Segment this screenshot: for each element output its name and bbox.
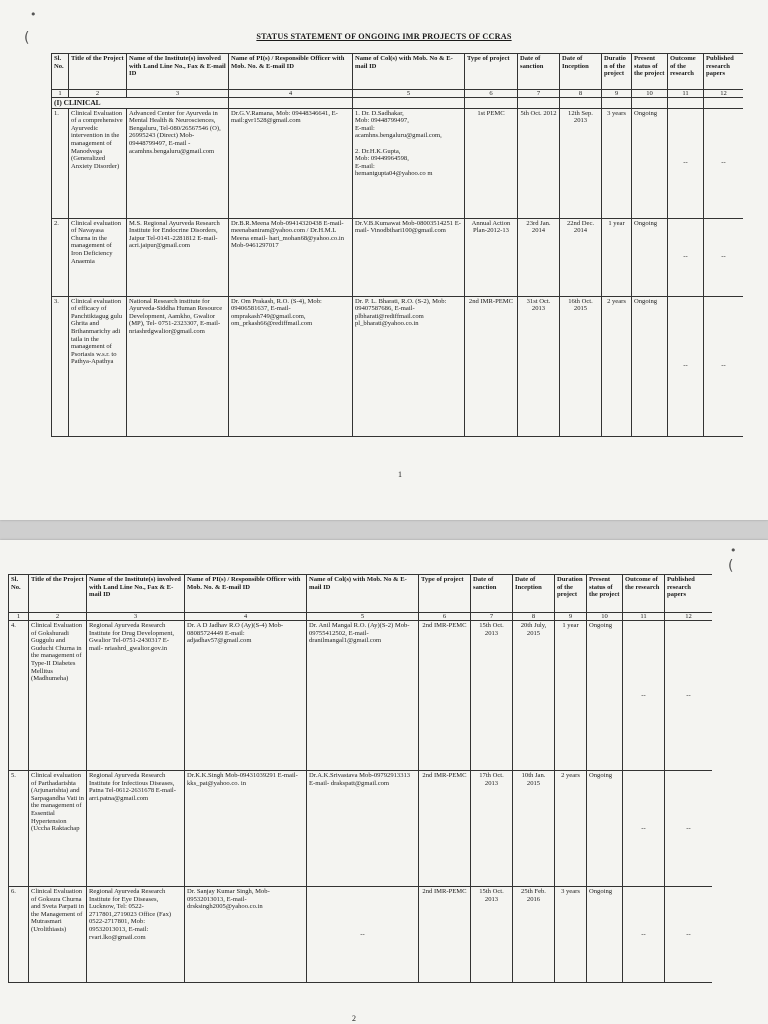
cell-duration: 2 years [602,296,632,436]
table-row [9,621,713,771]
table-header-row [52,54,744,90]
cell-sanction: 23rd Jan. 2014 [518,218,560,296]
cell-inception: 20th July, 2015 [513,621,555,771]
cell-type: 1st PEMC [465,108,518,218]
header-institute: Name of the Institute(s) involved with Land Line No., Fax & E-mail ID [127,54,229,90]
cell-title: Clinical evaluation of efficacy of Panchtiktagug gulu Ghrita and Brihanmarichy adi taila in the management of Psoriasis w.s.r. to Pathya-Apathya [69,296,127,436]
cell-outcome: -- [668,108,704,218]
cell-inception: 16th Oct. 2015 [560,296,602,436]
header-sl: Sl. No. [9,575,29,613]
cell-sanction: 5th Oct. 2012 [518,108,560,218]
page-number: 1 [398,470,402,479]
page-title: STATUS STATEMENT OF ONGOING IMR PROJECTS OF CCRAS [256,32,512,41]
cell-sanction: 15th Oct. 2013 [471,887,513,983]
column-number: 11 [668,90,704,98]
cell-duration: 3 years [555,887,587,983]
cell-title: Clinical Evaluation of a comprehensive Ayurvedic intervention in the management of Manodvega (Generalized Anxiety Disorder) [69,108,127,218]
cell-papers: -- [704,108,744,218]
cell-status: Ongoing [587,621,623,771]
header-papers: Published research papers [704,54,744,90]
section-row [52,98,744,109]
cell-sanction: 31st Oct. 2013 [518,296,560,436]
cell-institute: Regional Ayurveda Research Institute for Infectious Diseases, Patna Tel-0612-2631678 E-mail- arri.patna@gmail.com [87,771,185,887]
cell-outcome: -- [623,887,665,983]
header-institute: Name of the Institute(s) involved with Land Line No., Fax & E-mail ID [87,575,185,613]
cell-sl: 3. [52,296,69,436]
column-number-row [52,90,744,98]
column-number: 7 [518,90,560,98]
column-number: 12 [665,613,713,621]
cell-institute: M.S. Regional Ayurveda Research Institute for Endocrine Disorders, Jaipur Tel-0141-2281812 E-mail- acri.jaipur@gmail.com [127,218,229,296]
header-inception: Date of Inception [513,575,555,613]
cell-coi: -- [307,887,419,983]
page-number: 2 [352,1014,356,1023]
header-title: Title of the Project [29,575,87,613]
cell-title: Clinical evaluation of Navayasa Churna in the management of Iron Deficiency Anaemia [69,218,127,296]
column-number: 9 [555,613,587,621]
cell-sl: 2. [52,218,69,296]
column-number: 2 [29,613,87,621]
table-row [52,108,744,218]
cell-institute: National Research institute for Ayurveda-Siddha Human Resource Development, Aamkho, Gwalior (MP), Tel- 0751-2323307, E-mail- nriashrdgwalior@gmail.com [127,296,229,436]
cell-duration: 2 years [555,771,587,887]
cell-outcome: -- [623,771,665,887]
cell-pi: Dr.B.R.Meena Mob-09414320438 E-mail- meenabaniram@yahoo.com / Dr.H.M.L Meena email- hari_mohan68@yahoo.co.in Mob-9461297017 [229,218,353,296]
header-sanction: Date of sanction [518,54,560,90]
cell-institute: Regional Ayurveda Research Institute for Eye Diseases, Lucknow, Tel: 0522-2717801,2719023 Office (Fax) 0522-2717801, Mob: 09532013013, E-mail: rvari.lko@gmail.com [87,887,185,983]
cell-coi: 1. Dr. D.Sadhakar, Mob: 09448799497, E-mail: acamhns.bengaluru@gmail.com, 2. Dr.H.K.Gupta, Mob: 09449964598, E-mail: hemantgupta04@yahoo.co m [353,108,465,218]
header-coi: Name of Col(s) with Mob. No & E-mail ID [307,575,419,613]
table-row [52,218,744,296]
cell-duration: 1 year [602,218,632,296]
cell-institute: Regional Ayurveda Research Institute for Drug Development, Gwalior Tel-0751-2430317 E-mail- nriashrd_gwalior.gov.in [87,621,185,771]
column-number: 12 [704,90,744,98]
header-outcome: Outcome of the research [623,575,665,613]
column-number: 6 [419,613,471,621]
cell-papers: -- [704,296,744,436]
cell-sl: 4. [9,621,29,771]
cell-coi: Dr. Anil Mangal R.O. (Ay)(S-2) Mob-09755412502, E-mail- dranilmangal1@gmail.com [307,621,419,771]
cell-type: 2nd IMR-PEMC [419,771,471,887]
header-inception: Date of Inception [560,54,602,90]
cell-papers: -- [665,621,713,771]
column-number-row [9,613,713,621]
cell-inception: 10th Jan. 2015 [513,771,555,887]
cell-type: 2nd IMR-PEMC [419,621,471,771]
header-sanction: Date of sanction [471,575,513,613]
cell-sanction: 17th Oct. 2013 [471,771,513,887]
cell-papers: -- [665,771,713,887]
cell-type: 2nd IMR-PEMC [419,887,471,983]
cell-coi: Dr.V.B.Kumawat Mob-08003514251 E-mail- Vinodbihari100@gmail.com [353,218,465,296]
header-status: Present status of the project [632,54,668,90]
column-number: 4 [229,90,353,98]
cell-status: Ongoing [632,108,668,218]
cell-type: 2nd IMR-PEMC [465,296,518,436]
table-row [9,887,713,983]
column-number: 3 [87,613,185,621]
cell-title: Clinical evaluation of Parthadarishta (Arjunarishta) and Sarpagandha Vati in the management of Essential Hypertension (Uccha Raktachap [29,771,87,887]
cell-sl: 5. [9,771,29,887]
cell-outcome: -- [623,621,665,771]
cell-institute: Advanced Center for Ayurveda in Mental Health & Neurosciences, Bengaluru, Tel-080/26567546 (O), 26995243 (Direct) Mob-09448799497, E-mail - acamhns.bengaluru@gmail.com [127,108,229,218]
side-mark: ( [728,558,734,574]
column-number: 8 [560,90,602,98]
cell-pi: Dr.G.V.Ramana, Mob: 09448346641, E-mail:gvr1528@gmail.com [229,108,353,218]
cell-type: Annual Action Plan-2012-13 [465,218,518,296]
cell-status: Ongoing [587,887,623,983]
cell-inception: 22nd Dec. 2014 [560,218,602,296]
header-pi: Name of PI(s) / Responsible Officer with Mob. No. & E-mail ID [229,54,353,90]
cell-coi: Dr.A.K.Srivastava Mob-09792913313 E-mail- drakspatt@gmail.com [307,771,419,887]
cell-outcome: -- [668,218,704,296]
header-status: Present status of the project [587,575,623,613]
column-number: 4 [185,613,307,621]
column-number: 6 [465,90,518,98]
table-header-row [9,575,713,613]
cell-papers: -- [665,887,713,983]
projects-table-1 [51,53,743,437]
header-pi: Name of PI(s) / Responsible Officer with Mob. No. & E-mail ID [185,575,307,613]
cell-duration: 1 year [555,621,587,771]
side-mark: ( [24,30,30,46]
cell-title: Clinical Evaluation of Gokshuradi Guggulu and Guduchi Churna in the management of Type-II Diabetes Mellitus (Madhumeha) [29,621,87,771]
header-coi: Name of Col(s) with Mob. No & E-mail ID [353,54,465,90]
column-number: 10 [632,90,668,98]
cell-coi: Dr. P. L. Bharati, R.O. (S-2), Mob: 09407587686, E-mail- plbharati@rediffmail.com pl_bharati@yahoo.co.in [353,296,465,436]
cell-papers: -- [704,218,744,296]
column-number: 9 [602,90,632,98]
column-number: 11 [623,613,665,621]
cell-status: Ongoing [632,296,668,436]
table-row [9,771,713,887]
cell-pi: Dr. Sanjay Kumar Singh, Mob- 09532013013, E-mail- drsksingh2005@yahoo.co.in [185,887,307,983]
cell-status: Ongoing [632,218,668,296]
document-page-2 [0,540,768,1024]
cell-sl: 1. [52,108,69,218]
cell-inception: 25th Feb. 2016 [513,887,555,983]
header-title: Title of the Project [69,54,127,90]
column-number: 1 [9,613,29,621]
header-type: Type of project [419,575,471,613]
column-number: 2 [69,90,127,98]
column-number: 7 [471,613,513,621]
column-number: 1 [52,90,69,98]
column-number: 8 [513,613,555,621]
section-heading: (I) CLINICAL [52,98,229,109]
cell-sanction: 15th Oct. 2013 [471,621,513,771]
cell-title: Clinical Evaluation of Goksura Churna and Sveta Parpati in the Management of Mutrasmari (Urolithiasis) [29,887,87,983]
cell-pi: Dr. A D Jadhav R.O (Ay)(S-4) Mob-08085724449 E-mail: adjadhav57@gmail.com [185,621,307,771]
header-sl: Sl. No. [52,54,69,90]
column-number: 10 [587,613,623,621]
table-row [52,296,744,436]
header-duration: Duration of the project [555,575,587,613]
cell-pi: Dr.K.K.Singh Mob-09431039291 E-mail- kks_pat@yahoo.co. in [185,771,307,887]
projects-table-2 [8,574,712,983]
cell-inception: 12th Sep. 2013 [560,108,602,218]
cell-duration: 3 years [602,108,632,218]
cell-outcome: -- [668,296,704,436]
header-outcome: Outcome of the research [668,54,704,90]
cell-status: Ongoing [587,771,623,887]
column-number: 3 [127,90,229,98]
header-papers: Published research papers [665,575,713,613]
column-number: 5 [353,90,465,98]
column-number: 5 [307,613,419,621]
header-type: Type of project [465,54,518,90]
header-duration: Duration of the project [602,54,632,90]
top-mark: • [730,544,737,557]
corner-mark: • [30,8,37,21]
cell-pi: Dr. Om Prakash, R.O. (S-4), Mob: 09406581637, E-mail- omprakash749@gmail.com, om_prkash66@rediffmail.com [229,296,353,436]
cell-sl: 6. [9,887,29,983]
